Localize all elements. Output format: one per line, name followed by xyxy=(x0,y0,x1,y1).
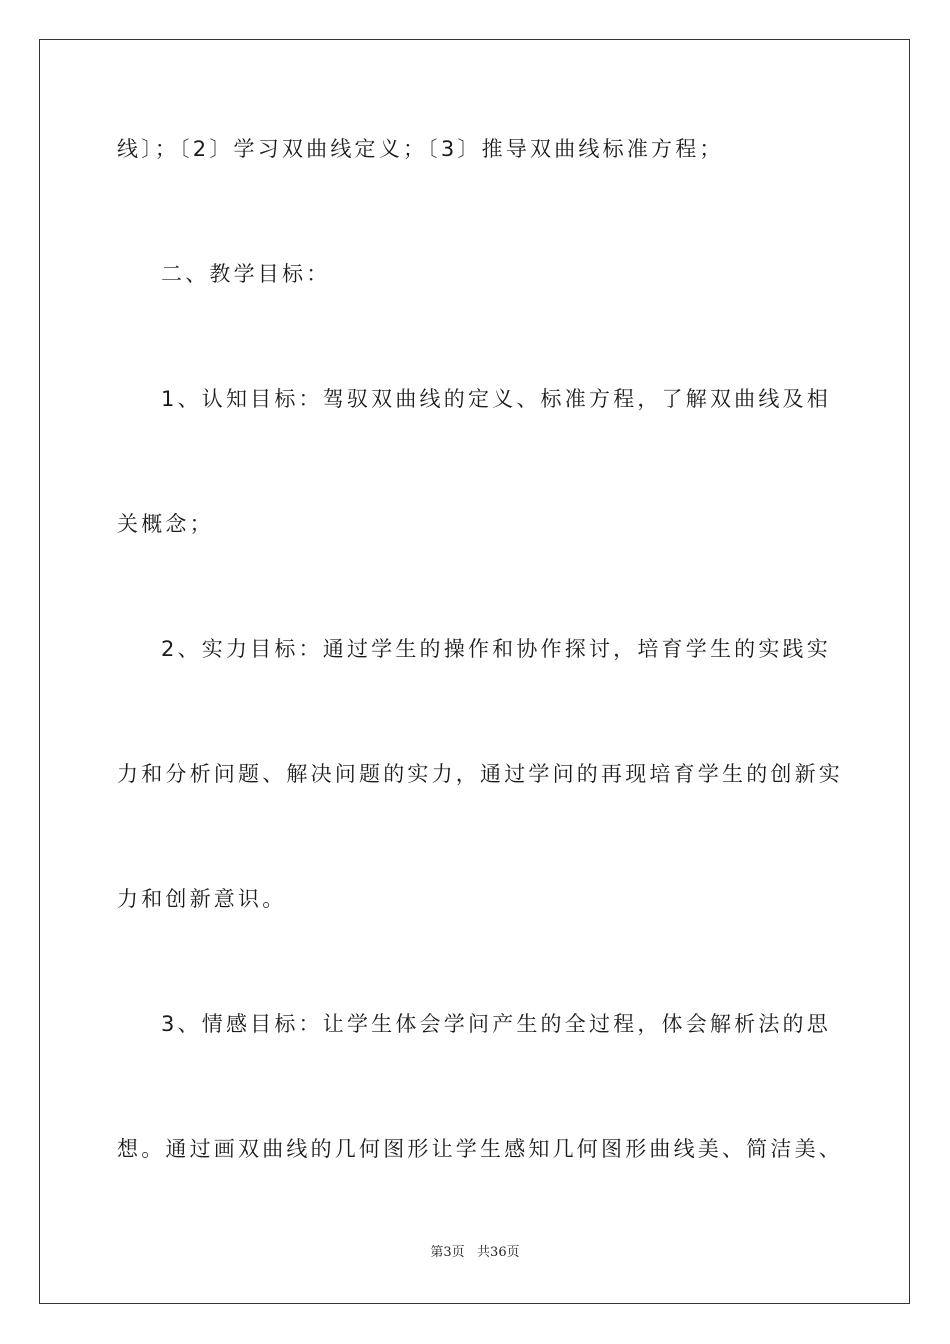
paragraph-line: 1、认知目标：驾驭双曲线的定义、标准方程，了解双曲线及相 xyxy=(161,387,831,411)
paragraph-line: 力和创新意识。 xyxy=(117,887,287,911)
paragraph-line: 力和分析问题、解决问题的实力，通过学问的再现培育学生的创新实 xyxy=(117,762,843,786)
page-number: 第3页 共36页 xyxy=(430,1245,520,1260)
page-border xyxy=(39,39,910,1304)
section-heading: 二、教学目标： xyxy=(161,262,331,286)
paragraph-line: 3、情感目标：让学生体会学问产生的全过程，体会解析法的思 xyxy=(161,1012,831,1036)
paragraph-line: 2、实力目标：通过学生的操作和协作探讨，培育学生的实践实 xyxy=(161,637,831,661)
paragraph-line: 线〕；〔2〕学习双曲线定义；〔3〕推导双曲线标准方程； xyxy=(117,137,724,161)
paragraph-line: 关概念； xyxy=(117,512,214,536)
paragraph-line: 想。通过画双曲线的几何图形让学生感知几何图形曲线美、简洁美、 xyxy=(117,1137,843,1161)
